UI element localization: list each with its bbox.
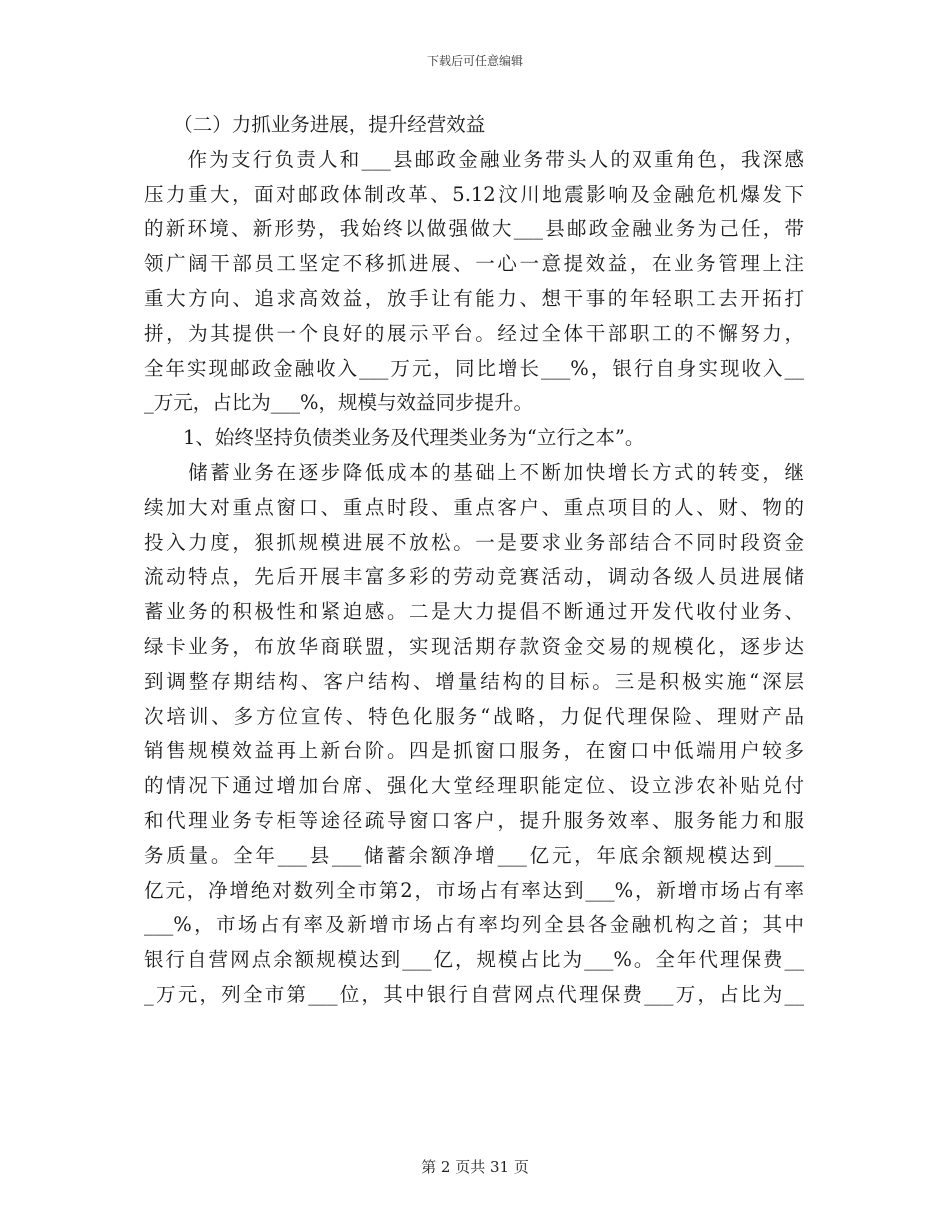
document-body	[144, 108, 804, 1013]
text-line: 的情况下通过增加台席、强化大堂经理职能定位、设立涉农补贴兑付	[144, 774, 804, 798]
text-line: 作为支行负责人和___县邮政金融业务带头人的双重角色，我深感	[144, 147, 804, 171]
text-line: 蓄业务的积极性和紧迫感。二是大力提倡不断通过开发代收付业务、	[144, 600, 804, 624]
text-line: （二）力抓业务进展，提升经营效益	[144, 113, 486, 136]
text-line: 领广阔干部员工坚定不移抓进展、一心一意提效益，在业务管理上注	[144, 252, 804, 276]
text-line: 压力重大，面对邮政体制改革、5.12汶川地震影响及金融危机爆发下	[144, 182, 804, 206]
text-line: 务质量。全年___县___储蓄余额净增___亿元，年底余额规模达到___	[144, 843, 804, 867]
text-line: 投入力度，狠抓规模进展不放松。一是要求业务部结合不同时段资金	[144, 530, 804, 554]
text-line: 流动特点，先后开展丰富多彩的劳动竞赛活动，调动各级人员进展储	[144, 565, 804, 589]
text-line: 次培训、多方位宣传、特色化服务“战略，力促代理保险、理财产品	[144, 704, 804, 728]
text-line: ___%，市场占有率及新增市场占有率均列全县各金融机构之首；其中	[144, 913, 804, 937]
text-line: 绿卡业务，布放华商联盟，实现活期存款资金交易的规模化，逐步达	[144, 634, 804, 658]
text-line: 储蓄业务在逐步降低成本的基础上不断加快增长方式的转变，继	[144, 460, 804, 484]
page-footer: 第 2 页共 31 页	[421, 1158, 529, 1176]
text-line: 银行自营网点余额规模达到___亿，规模占比为___%。全年代理保费__	[144, 948, 804, 972]
text-line: 拼，为其提供一个良好的展示平台。经过全体干部职工的不懈努力，	[144, 321, 804, 345]
text-line: 1、始终坚持负债类业务及代理类业务为“立行之本”。	[144, 426, 645, 450]
text-line: 重大方向、追求高效益，放手让有能力、想干事的年轻职工去开拓打	[144, 286, 804, 310]
text-line: _万元，列全市第___位，其中银行自营网点代理保费___万，占比为__	[144, 982, 804, 1006]
page-header: 下载后可任意编辑	[426, 54, 523, 68]
text-line: 亿元，净增绝对数列全市第2，市场占有率达到___%，新增市场占有率	[144, 878, 804, 902]
text-line: 销售规模效益再上新台阶。四是抓窗口服务，在窗口中低端用户较多	[144, 739, 804, 763]
text-line: 的新环境、新形势，我始终以做强做大___县邮政金融业务为己任，带	[144, 217, 804, 241]
text-line: _万元，占比为___%，规模与效益同步提升。	[144, 391, 534, 415]
text-line: 到调整存期结构、客户结构、增量结构的目标。三是积极实施“深层	[144, 669, 804, 693]
text-line: 续加大对重点窗口、重点时段、重点客户、重点项目的人、财、物的	[144, 495, 804, 519]
text-line: 全年实现邮政金融收入___万元，同比增长___%，银行自身实现收入__	[144, 356, 804, 380]
text-line: 和代理业务专柜等途径疏导窗口客户，提升服务效率、服务能力和服	[144, 808, 804, 832]
